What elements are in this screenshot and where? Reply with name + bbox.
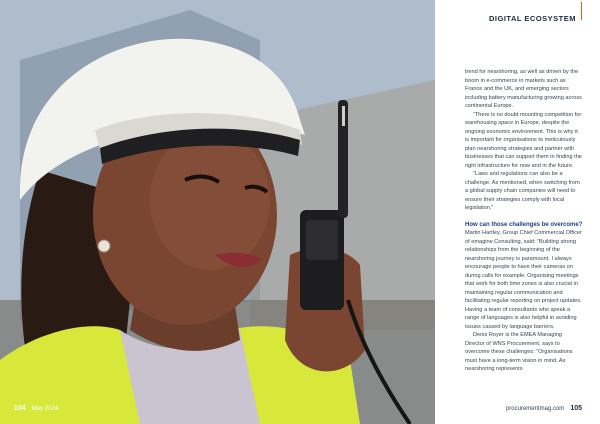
right-page-number: 105 [570, 405, 582, 412]
paragraph: Martin Hartley, Group Chief Commercial Officer of emagine Consulting, said: “Building strong relationships from the beginning of the nearshoring journey is paramount. I always encourage people to have their cameras on during calls for example. Organising meetings that work for both time zones is also crucial in maintaining regular communication and facilitating regular reporting on project updates. Having a team of consultants who speak a range of languages is also helpful in avoiding issues caused by language barriers. [465, 230, 582, 330]
right-page [435, 0, 600, 424]
left-page-footer [14, 405, 58, 412]
section-label: DIGITAL ECOSYSTEM [489, 14, 576, 23]
article-column [465, 68, 583, 374]
paragraph: “Laws and regulations can also be a challenge. As mentioned, when switching from a global supply chain companies will need to ensure their strategies comply with local legislation.” [465, 171, 580, 211]
section-rule [581, 2, 582, 20]
paragraph: Denis Royer is the EMEA Managing Director of WNS Procurement, says to overcome these challenges: “Organisations must have a long-term vision in mind. As nearshoring represents [465, 332, 573, 372]
paragraph: “There is no doubt mounting competition for warehousing space in Europe, despite the ongoing economic environment. This is why it is important for organisations to meticulously plan nearshoring strategies and partner with businesses that can support them in finding the right infrastructure for now and in the future. [465, 111, 582, 169]
issue-date: May 2024 [31, 406, 59, 412]
left-page-number: 104 [14, 405, 26, 412]
right-page-footer [506, 405, 582, 412]
website-url: procurementmag.com [505, 406, 565, 412]
paragraph: trend for nearshoring, as well as driven by the boom in e-commerce in markets such as France and the UK, and emerging sectors including battery manufacturing growing across continental Europe. [465, 69, 582, 109]
subheading: How can those challenges be overcome? [465, 221, 583, 228]
